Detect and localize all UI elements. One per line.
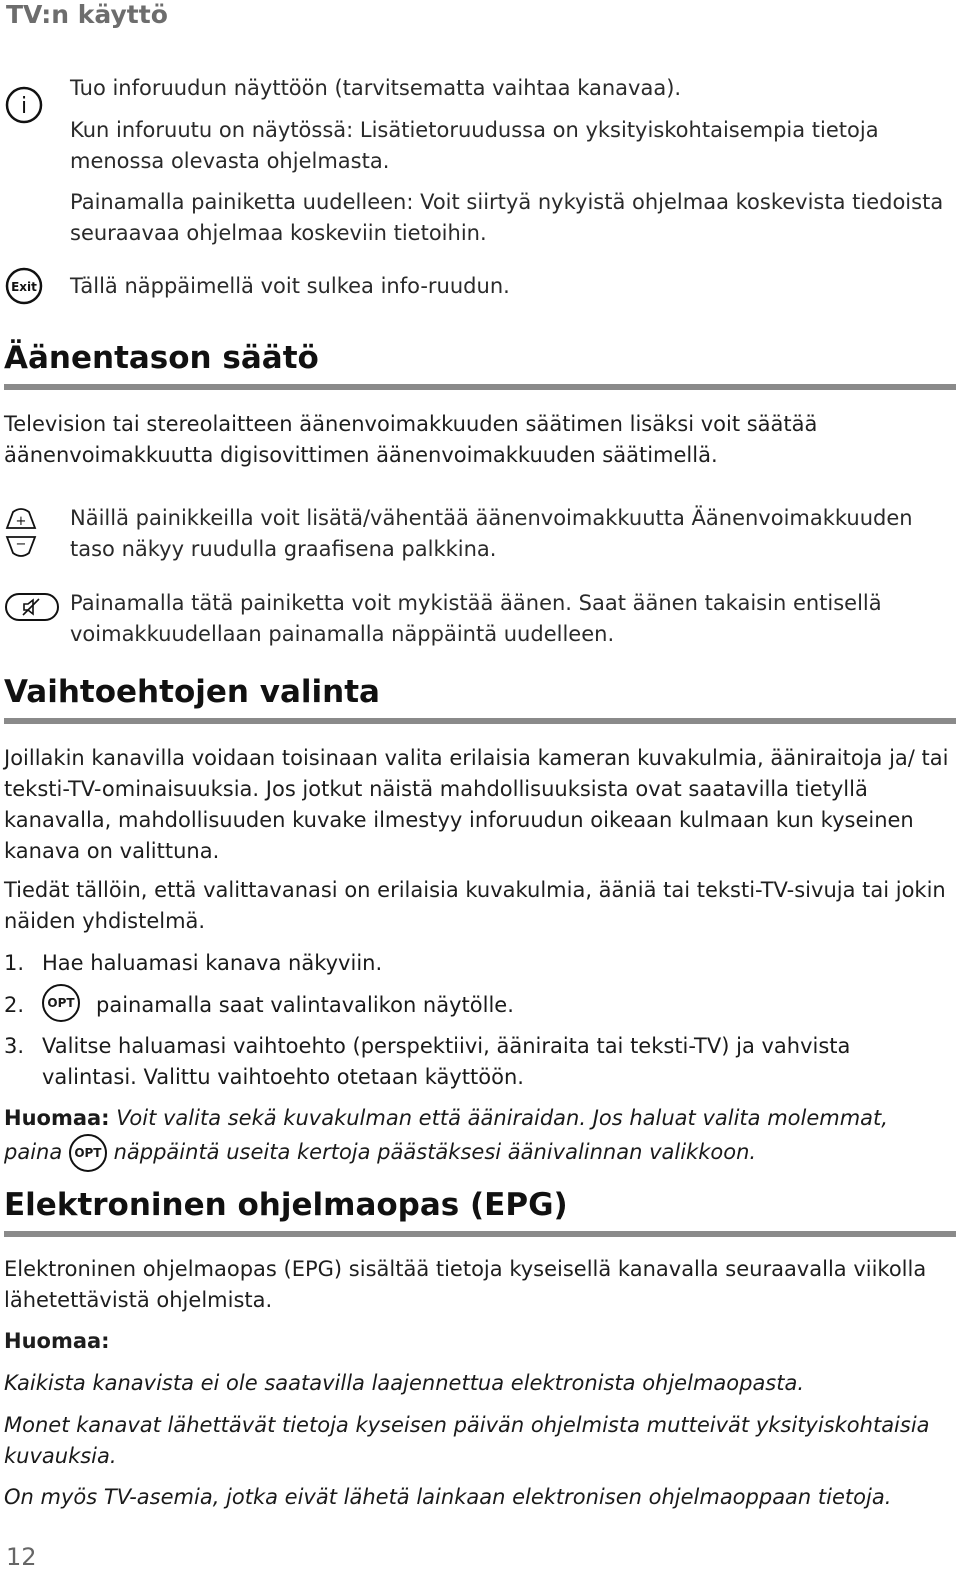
epg-note-3: On myös TV-asemia, jotka eivät lähetä lainkaan elektronisen ohjelmaoppaan tietoja. bbox=[4, 1485, 892, 1509]
info-line-1: Tuo inforuudun näyttöön (tarvitsematta vaihtaa kanavaa). bbox=[70, 76, 682, 100]
options-paragraph-2: Tiedät tällöin, että valittavanasi on erilaisia kuvakulmia, ääniä tai teksti-TV-sivuja tai jokin näiden yhdistelmä. bbox=[4, 878, 946, 933]
volume-up-icon bbox=[4, 508, 38, 534]
volume-buttons-text: Näillä painikkeilla voit lisätä/vähentää äänenvoimakkuutta Äänenvoimakkuuden taso näkyy ruudulla graafisena palkkina. bbox=[70, 506, 913, 561]
section-divider bbox=[4, 1231, 956, 1237]
exit-button-icon bbox=[4, 266, 44, 310]
epg-note-1: Kaikista kanavista ei ole saatavilla laajennettua elektronista ohjelmaopasta. bbox=[4, 1371, 805, 1395]
step-text: Valitse haluamasi vaihtoehto (perspektiivi, ääniraita tai teksti-TV) ja vahvista valintasi. Valittu vaihtoehto otetaan käyttöön. bbox=[42, 1034, 851, 1089]
opt-button-icon: OPT bbox=[69, 1134, 107, 1172]
options-note bbox=[4, 1103, 949, 1172]
svg-text:Exit: Exit bbox=[11, 280, 37, 294]
epg-note-label: Huomaa: bbox=[4, 1329, 110, 1353]
note-text: Voit valita sekä kuvakulman että ääniraidan. Jos haluat valita molemmat, paina bbox=[4, 1106, 888, 1164]
epg-intro: Elektroninen ohjelmaopas (EPG) sisältää tietoja kyseisellä kanavalla seuraavalla viikolla lähetettävistä ohjelmista. bbox=[4, 1257, 927, 1312]
mute-text: Painamalla tätä painiketta voit mykistää äänen. Saat äänen takaisin entisellä voimakkuudellaan painamalla näppäintä uudelleen. bbox=[70, 591, 882, 646]
volume-heading: Äänentason säätö bbox=[4, 340, 319, 376]
volume-down-icon bbox=[4, 535, 38, 561]
epg-heading: Elektroninen ohjelmaopas (EPG) bbox=[4, 1187, 568, 1223]
info-button-icon bbox=[4, 85, 44, 129]
step-text: Hae haluamasi kanava näkyviin. bbox=[42, 951, 383, 975]
svg-text:−: − bbox=[15, 537, 27, 552]
exit-text: Tällä näppäimellä voit sulkea info-ruudun. bbox=[70, 274, 510, 298]
volume-intro: Television tai stereolaitteen äänenvoimakkuuden säätimen lisäksi voit säätää äänenvoimakkuutta digisovittimen äänenvoimakkuuden säätimellä. bbox=[4, 412, 818, 467]
svg-text:i: i bbox=[20, 94, 28, 119]
step-number: 2. bbox=[4, 993, 25, 1017]
info-line-2: Kun inforuutu on näytössä: Lisätietoruudussa on yksityiskohtaisempia tietoja menossa olevasta ohjelmasta. bbox=[70, 118, 879, 173]
options-heading: Vaihtoehtojen valinta bbox=[4, 674, 380, 710]
section-divider bbox=[4, 718, 956, 724]
info-line-3: Painamalla painiketta uudelleen: Voit siirtyä nykyistä ohjelmaa koskevista tiedoista seuraavaa ohjelmaa koskeviin tietoihin. bbox=[70, 190, 944, 245]
options-paragraph-1: Joillakin kanavilla voidaan toisinaan valita erilaisia kameran kuvakulmia, ääniraitoja ja/ tai teksti-TV-ominaisuuksia. Jos jotkut näistä mahdollisuuksista ovat saatavilla tietyllä kanavalla, mahdollisuuden kuvake ilmestyy inforuudun oikeaan kulmaan kun kyseinen kanava on valittuna. bbox=[4, 746, 949, 863]
section-divider bbox=[4, 384, 956, 390]
opt-button-icon: OPT bbox=[42, 984, 80, 1022]
note-text: näppäintä useita kertoja päästäksesi äänivalinnan valikkoon. bbox=[113, 1140, 757, 1164]
step-text: painamalla saat valintavalikon näytölle. bbox=[96, 993, 514, 1017]
page-running-title: TV:n käyttö bbox=[6, 0, 168, 29]
note-label: Huomaa: bbox=[4, 1106, 110, 1130]
page-number: 12 bbox=[6, 1543, 37, 1571]
svg-text:+: + bbox=[15, 514, 27, 529]
mute-button-icon bbox=[4, 592, 60, 626]
step-number: 1. bbox=[4, 951, 25, 975]
step-number: 3. bbox=[4, 1034, 25, 1058]
epg-note-2: Monet kanavat lähettävät tietoja kyseisen päivän ohjelmista mutteivät yksityiskohtaisia kuvauksia. bbox=[4, 1413, 930, 1468]
